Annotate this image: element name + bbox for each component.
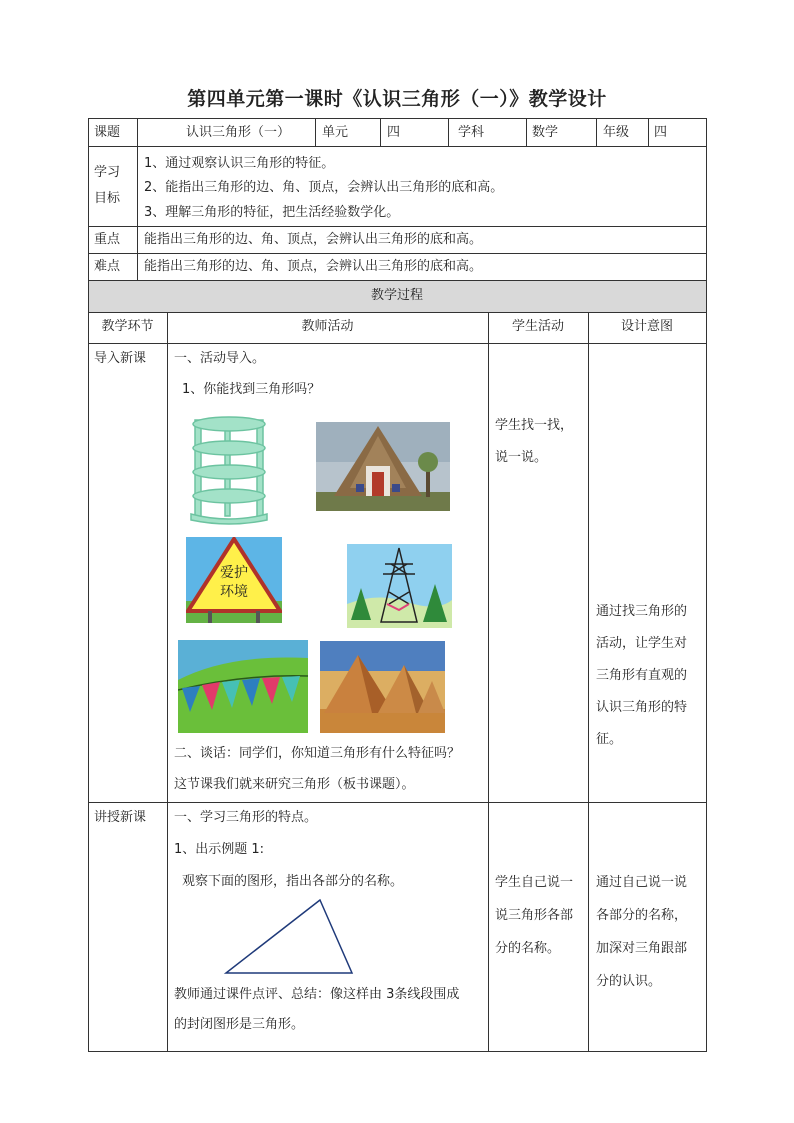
goal-item-1: 1、通过观察认识三角形的特征。 [144,156,335,171]
intro-line-1: 一、活动导入。 [174,351,266,366]
unit-value: 四 [387,125,401,140]
col-intent: 设计意图 [620,319,673,334]
subject-value: 数学 [532,125,559,140]
lesson-line-1: 一、学习三角形的特点。 [174,810,318,825]
shelf-image [183,410,275,525]
lesson-design-intent: 通过自己说一说 各部分的名称， 加深对三角跟部 分的认识。 [596,875,688,989]
goal-item-2: 2、能指出三角形的边、角、顶点，会辨认出三角形的底和高。 [144,180,504,195]
lesson-student-activity: 学生自己说一 说三角形各部 分的名称。 [495,875,574,956]
sign-text: 爱护 环境 [220,565,248,600]
intro-line-2: 1、你能找到三角形吗？ [182,382,321,397]
intro-line-4: 这节课我们就来研究三角形（板书课题）。 [174,777,415,792]
page-title: 第四单元第一课时《认识三角形（一）》教学设计 [187,88,607,110]
label-grade: 年级 [603,125,630,140]
key-point-text: 能指出三角形的边、角、顶点，会辨认出三角形的底和高。 [144,232,483,247]
lesson-line-2: 1、出示例题 1: [174,842,265,857]
power-tower-image [347,544,452,628]
a-frame-house-image [316,422,450,511]
lesson-line-5: 的封闭图形是三角形。 [174,1017,305,1032]
col-stage: 教学环节 [101,319,154,334]
process-title: 教学过程 [370,288,423,303]
col-teacher: 教师活动 [301,319,354,334]
label-unit: 单元 [322,125,349,140]
intro-design-intent: 通过找三角形的 活动，让学生对 三角形有直观的 认识三角形的特 征。 [596,604,688,747]
example-triangle [222,896,358,976]
label-key-point: 重点 [94,232,121,247]
lesson-line-4: 教师通过课件点评、总结：像这样由 3条线段围成 [174,987,460,1002]
col-student: 学生活动 [511,319,564,334]
difficulty-text: 能指出三角形的边、角、顶点，会辨认出三角形的底和高。 [144,259,483,274]
label-goals: 学习 目标 [94,165,121,206]
stage-new-lesson: 讲授新课 [94,810,147,825]
grade-value: 四 [654,125,668,140]
goal-item-3: 3、理解三角形的特征，把生活经验数学化。 [144,205,400,220]
label-difficulty: 难点 [94,259,121,274]
label-subject: 学科 [458,125,485,140]
label-topic: 课题 [94,125,121,140]
intro-student-activity: 学生找一找， 说一说。 [495,418,574,465]
pyramids-image [320,641,445,733]
stage-intro: 导入新课 [94,351,147,366]
intro-line-3: 二、谈话：同学们，你知道三角形有什么特征吗？ [174,746,461,761]
bunting-flags-image [178,640,308,733]
lesson-line-3: 观察下面的图形，指出各部分的名称。 [182,874,404,889]
topic-value: 认识三角形（一） [186,125,291,140]
